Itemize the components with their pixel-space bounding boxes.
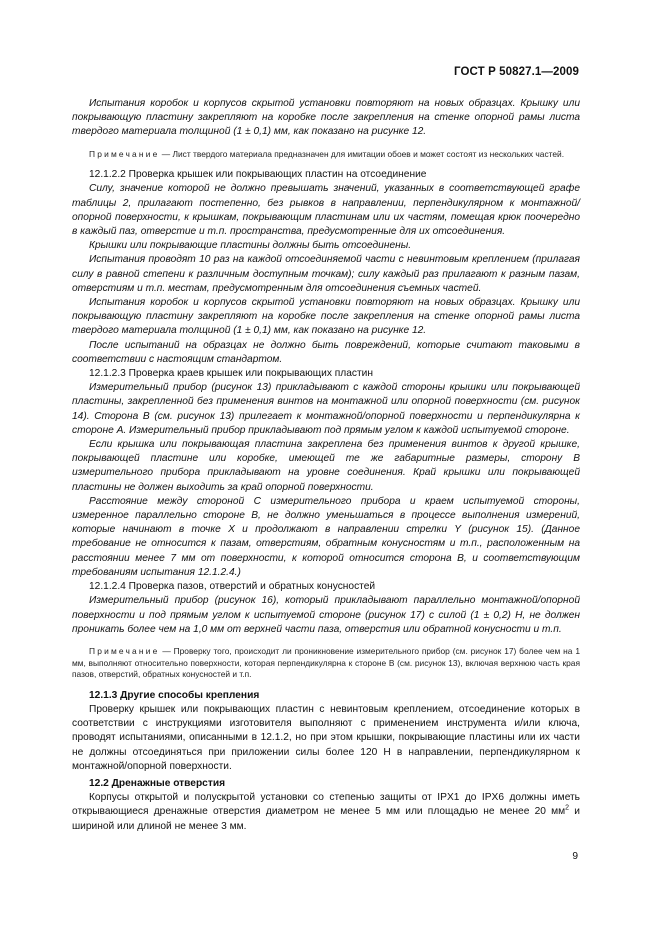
paragraph-no-damage: После испытаний на образцах не должно быть повреждений, которые считают таковыми в соответствии с настоящим стандартом. [72, 339, 580, 365]
paragraph-gauge-penetration: Измерительный прибор (рисунок 16), который прикладывают параллельно монтажной/опорной поверхности и под прямым углом к испытуемой стороне (рисунок 17) с силой (1 ± 0,2) Н, не должен проникать более чем на 1,0 мм от верхней части паза, отверстия или обратной конусности и т.п. [72, 595, 580, 635]
drain-holes-text-start: Корпусы открытой и полускрытой установки со степенью защиты от IPX1 до IPX6 должны иметь открывающиеся дренажные отверстия диаметром не менее 5 мм или площадью не менее 20 мм [72, 792, 580, 818]
section-12-2-heading: 12.2 Дренажные отверстия [89, 777, 226, 789]
note-label: Примечание [89, 148, 160, 159]
paragraph-gauge-application: Измерительный прибор (рисунок 13) прикладывают с каждой стороны крышки или покрывающей пластины, закрепленной без применения винтов на монтажной или опорной поверхности (см. рисунок 14). Сторона В (см. рисунок 13) прилегает к монтажной/опорной поверхности и перпендикулярна к стороне А. Измерительный прибор прикладывают под прямым углом к каждой испытуемой стороне. [72, 382, 580, 436]
note-text: — Проверку того, происходит ли проникновение измерительного прибор (см. рисунок 17) более чем на 1 мм, выполняют относительно поверхности, которая перпендикулярна к стороне В (см. рисунок 13), включая верхнюю часть края пазов, отверстий, обратных конусностей и т.п. [72, 645, 580, 680]
section-12-1-2-4-heading: 12.1.2.4 Проверка пазов, отверстий и обратных конусностей [89, 581, 376, 593]
paragraph-other-fixing-methods: Проверку крышек или покрывающих пластин с невинтовым креплением, отсоединение которых в соответствии с инструкциями изготовителя выполняют с применением инструмента и/или ключа, проводят испытаниями, описанными в 12.1.2, но при этом крышки, покрывающие пластины или их части не должны отсоединяться при приложении силы более 120 Н в направлении, перпендикулярном к монтажной/опорной поверхности. [72, 703, 580, 772]
paragraph-covers-detached: Крышки или покрывающие пластины должны быть отсоединены. [89, 240, 412, 252]
paragraph-adjacent-cover: Если крышка или покрывающая пластина закреплена без применения винтов к другой крышке, покрывающей пластине или коробке, имеющей те же габаритные размеры, сторону В измерительного прибора прикладывают на уровне соединения. Край крышки или покрывающей пластины не должен выходить за край опорной поверхности. [72, 439, 580, 493]
paragraph-force-application: Силу, значение которой не должно превышать значений, указанных в соответствующей графе таблицы 2, прилагают постепенно, без рывков в направлении, перпендикулярном к монтажной/опорной поверхности, к крышкам, покрывающим пластинам или их частям, помещая крюк поочередно в каждый паз, отверстие и т.п. пространства, предусмотренные для их отсоединения. [72, 183, 580, 238]
paragraph-ten-tests: Испытания проводят 10 раз на каждой отсоединяемой части с невинтовым креплением (прилагая силу в равной степени к различным доступным точкам); силу каждый раз прилагают к разным пазам, отверстиям и т.п. местам, предусмотренным для отсоединения съемных частей. [72, 254, 580, 294]
standard-code-header: ГОСТ Р 50827.1—2009 [454, 66, 579, 78]
page-number: 9 [572, 851, 578, 862]
paragraph-distance-side-c: Расстояние между стороной С измерительного прибора и краем испытуемой стороны, измеренное параллельно стороне В, не должно уменьшаться в процессе выполнения измерений, которые начинают в точке X и продолжают в направлении стрелки Y (рисунок 15). (Данное требование не относится к пазам, отверстиям, обратным конусностям и т.п., расположенным на расстоянии менее 7 мм от поверхности, к которой относится сторона В, и соответствующим требованиям испытания 12.1.2.4.) [72, 495, 580, 578]
paragraph-concealed-boxes-retest: Испытания коробок и корпусов скрытой установки повторяют на новых образцах. Крышку или покрывающую пластину закрепляют на коробке после закрепления на стенке опорной рамы листа твердого материала толщиной (1 ± 0,1) мм, как показано на рисунке 12. [72, 98, 580, 138]
superscript-squared: 2 [565, 804, 570, 812]
note-penetration-check [72, 646, 580, 681]
note-sheet-material [72, 149, 580, 161]
paragraph-drain-holes [72, 791, 580, 834]
section-12-1-2-3-heading: 12.1.2.3 Проверка краев крышек или покрывающих пластин [89, 368, 373, 380]
section-12-1-3-heading: 12.1.3 Другие способы крепления [89, 689, 260, 701]
page-body [72, 97, 580, 834]
section-12-1-2-2-heading: 12.1.2.2 Проверка крышек или покрывающих пластин на отсоединение [89, 169, 427, 181]
paragraph-retest-new-samples: Испытания коробок и корпусов скрытой установки повторяют на новых образцах. Крышку или покрывающую пластину закрепляют на коробке после закрепления на стенке опорной рамы листа твердого материала толщиной (1 ± 0,1) мм, как показано на рисунке 12. [72, 297, 580, 337]
drain-holes-text-end: и шириной или длиной не менее 3 мм. [72, 806, 580, 832]
note-text: — Лист твердого материала предназначен для имитации обоев и может состоят из нескольких частей. [159, 148, 565, 159]
note-label: Примечание [89, 645, 160, 656]
